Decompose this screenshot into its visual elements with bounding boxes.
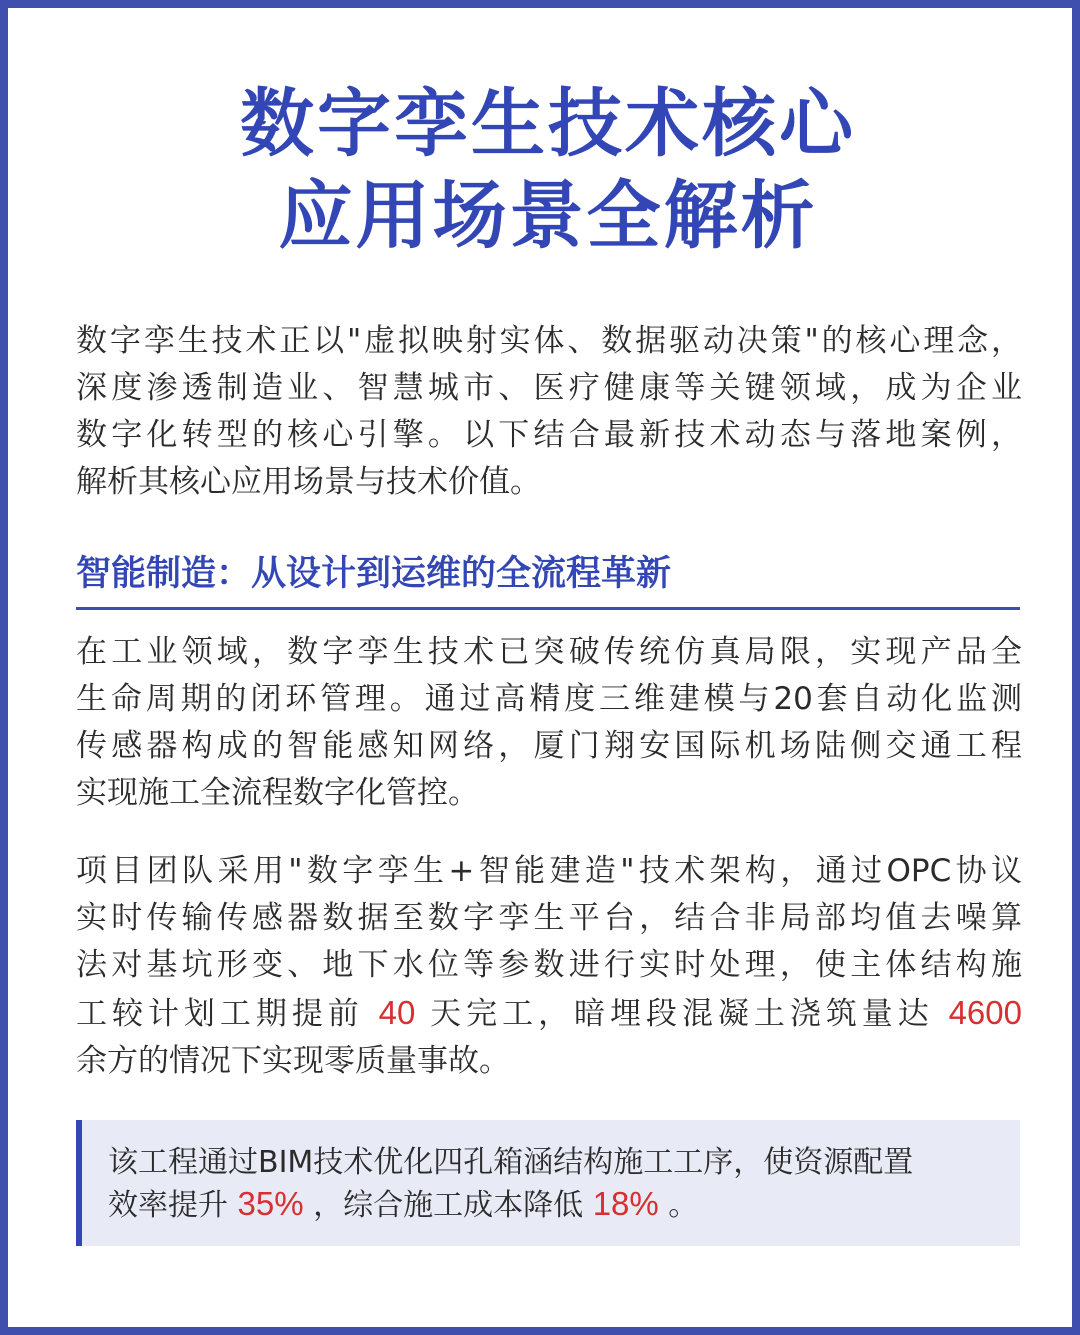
paragraph-line: 余方的情况下实现零质量事故。 [76, 1043, 510, 1079]
callout-box [76, 1120, 1020, 1246]
paragraph-text: 天完工，暗埋段混凝土浇筑量达 [415, 996, 949, 1032]
intro-paragraph [76, 318, 1022, 506]
highlight-days: 40 [378, 994, 416, 1031]
callout-line: 该工程通过BIM技术优化四孔箱涵结构施工工序，使资源配置 [108, 1145, 914, 1180]
callout-text [108, 1142, 1020, 1226]
paragraph-line: 传感器构成的智能感知网络，厦门翔安国际机场陆侧交通工程 [76, 728, 1022, 764]
callout-text-part: ，综合施工成本降低 [303, 1188, 593, 1223]
paragraph-text: 工较计划工期提前 [76, 996, 379, 1032]
highlight-cost: 18% [592, 1185, 659, 1222]
page-title-line-2: 应用场景全解析 [278, 173, 818, 259]
intro-line: 数字化转型的核心引擎。以下结合最新技术动态与落地案例， [76, 417, 1022, 453]
paragraph-line-with-highlights [76, 989, 1022, 1038]
intro-line: 深度渗透制造业、智慧城市、医疗健康等关键领域，成为企业 [76, 370, 1022, 406]
paragraph-line: 在工业领域，数字孪生技术已突破传统仿真局限，实现产品全 [76, 634, 1022, 670]
paragraph-industrial [76, 629, 1022, 817]
callout-text-part: 。 [658, 1188, 699, 1223]
paragraph-line: 实现施工全流程数字化管控。 [76, 775, 479, 811]
paragraph-line: 法对基坑形变、地下水位等参数进行实时处理，使主体结构施 [76, 947, 1022, 983]
paragraph-line: 生命周期的闭环管理。通过高精度三维建模与20套自动化监测 [76, 681, 1022, 717]
section-divider [76, 607, 1020, 610]
highlight-volume: 4600 [948, 994, 1022, 1031]
paragraph-line: 项目团队采用"数字孪生+智能建造"技术架构，通过OPC协议 [76, 853, 1022, 889]
intro-line: 数字孪生技术正以"虚拟映射实体、数据驱动决策"的核心理念， [76, 323, 1022, 359]
highlight-efficiency: 35% [237, 1185, 304, 1222]
callout-text-part: 效率提升 [108, 1188, 238, 1223]
intro-line: 解析其核心应用场景与技术价值。 [76, 464, 541, 500]
page-title-line-1: 数字孪生技术核心 [240, 81, 856, 167]
callout-line-with-highlights [108, 1183, 1020, 1226]
paragraph-project [76, 848, 1022, 1085]
paragraph-line: 实时传输传感器数据至数字孪生平台，结合非局部均值去噪算 [76, 900, 1022, 936]
section-heading: 智能制造：从设计到运维的全流程革新 [76, 554, 672, 594]
